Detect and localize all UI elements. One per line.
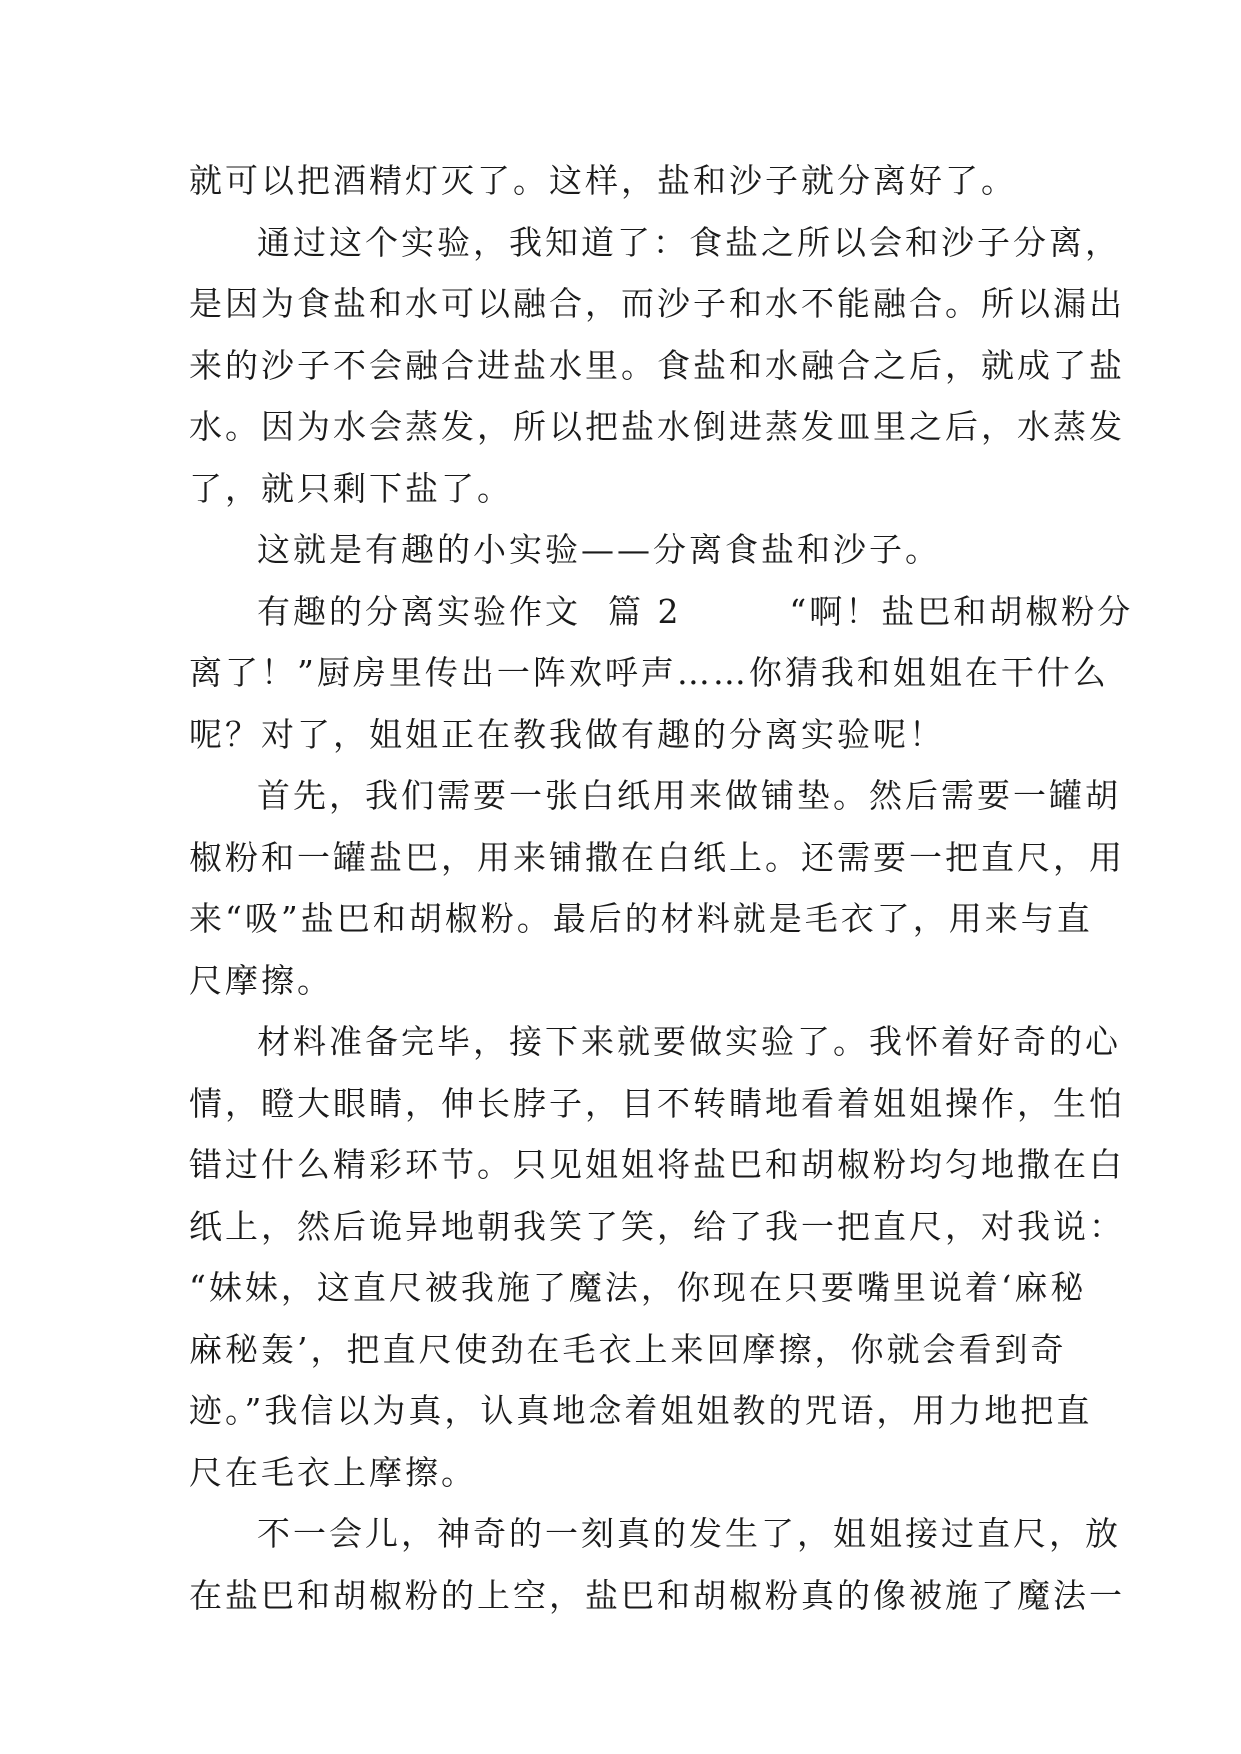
text-line: 就可以把酒精灯灭了。这样，盐和沙子就分离好了。 xyxy=(189,161,1017,200)
text-line: 纸上，然后诡异地朝我笑了笑，给了我一把直尺，对我说： xyxy=(189,1206,1125,1246)
text-line: 来“吸”盐巴和胡椒粉。最后的材料就是毛衣了，用来与直 xyxy=(189,899,1093,938)
text-line: 尺在毛衣上摩擦。 xyxy=(189,1452,477,1492)
text-line: 水。因为水会蒸发，所以把盐水倒进蒸发皿里之后，水蒸发 xyxy=(189,407,1125,446)
text-line: 在盐巴和胡椒粉的上空，盐巴和胡椒粉真的像被施了魔法一 xyxy=(189,1575,1125,1615)
text-line: 情，瞪大眼睛，伸长脖子，目不转睛地看着姐姐操作，生怕 xyxy=(189,1083,1125,1123)
text-line: 来的沙子不会融合进盐水里。食盐和水融合之后，就成了盐 xyxy=(189,345,1125,385)
text-line: 首先，我们需要一张白纸用来做铺垫。然后需要一罐胡 xyxy=(257,776,1121,815)
text-line: 通过这个实验，我知道了：食盐之所以会和沙子分离， xyxy=(257,222,1121,262)
text-line: 这就是有趣的小实验——分离食盐和沙子。 xyxy=(257,530,941,569)
text-line: 迹。”我信以为真，认真地念着姐姐教的咒语，用力地把直 xyxy=(189,1391,1093,1430)
text-line: 错过什么精彩环节。只见姐姐将盐巴和胡椒粉均匀地撒在白 xyxy=(189,1145,1125,1184)
section-heading-line: 有趣的分离实验作文 篇 2 “啊！盐巴和胡椒粉分 xyxy=(257,591,1134,631)
text-line: “妹妹，这直尺被我施了魔法，你现在只要嘴里说着‘麻秘 xyxy=(189,1268,1087,1307)
body-text xyxy=(189,150,1134,1626)
text-line: 呢？对了，姐姐正在教我做有趣的分离实验呢！ xyxy=(189,714,945,754)
text-line: 椒粉和一罐盐巴，用来铺撒在白纸上。还需要一把直尺，用 xyxy=(189,837,1125,877)
text-line: 不一会儿，神奇的一刻真的发生了，姐姐接过直尺，放 xyxy=(257,1514,1121,1553)
text-line: 材料准备完毕，接下来就要做实验了。我怀着好奇的心 xyxy=(257,1022,1121,1061)
text-line: 麻秘轰’，把直尺使劲在毛衣上来回摩擦，你就会看到奇 xyxy=(189,1329,1067,1369)
text-line: 离了！”厨房里传出一阵欢呼声……你猜我和姐姐在干什么 xyxy=(189,653,1109,692)
text-line: 是因为食盐和水可以融合，而沙子和水不能融合。所以漏出 xyxy=(189,284,1125,323)
text-line: 尺摩擦。 xyxy=(189,960,333,1000)
text-line: 了，就只剩下盐了。 xyxy=(189,468,513,508)
